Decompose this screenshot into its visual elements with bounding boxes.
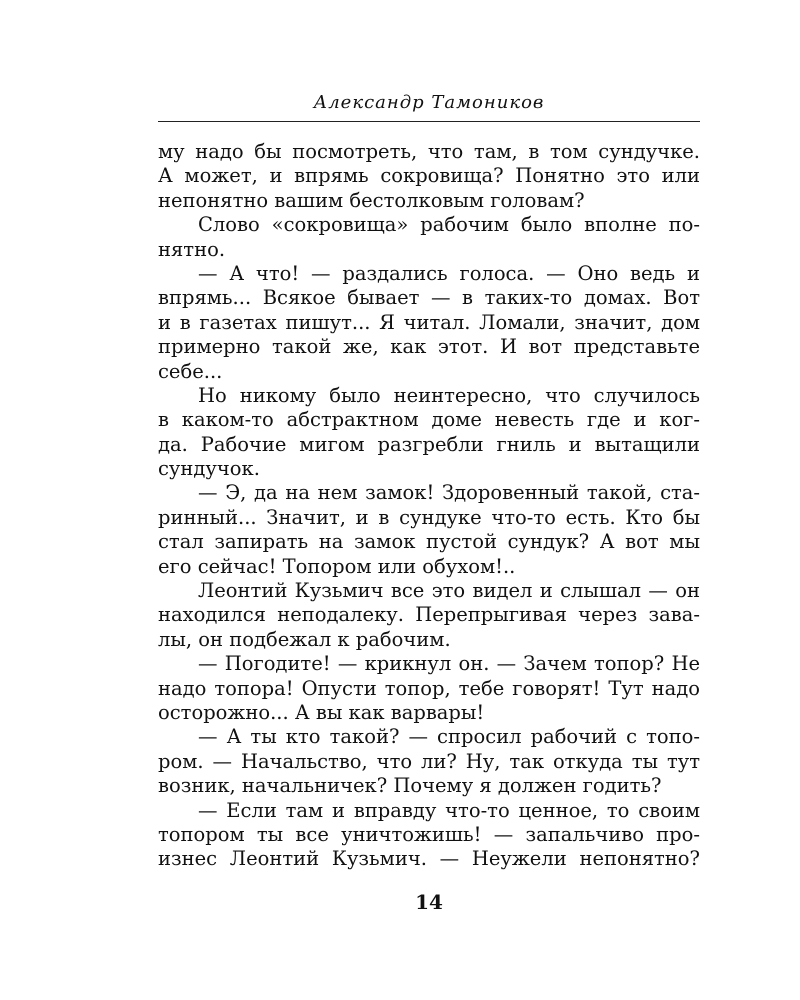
text-line: А может, и впрямь сокровища? Понятно это или [158,164,700,188]
text-line: — А что! — раздались голоса. — Оно ведь и [198,261,700,285]
text-line: лы, он подбежал к рабочим. [158,627,451,651]
text-line: осторожно... А вы как варвары! [158,700,485,724]
text-line: себе... [158,359,223,383]
text-line: его сейчас! Топором или обухом!.. [158,554,516,578]
text-line: ром. — Начальство, что ли? Ну, так откуда ты тут [158,749,700,773]
body-text [158,140,700,872]
text-line: стал запирать на замок пустой сундук? А вот мы [158,530,700,554]
text-line: впрямь... Всякое бывает — в таких-то домах. Вот [158,286,700,310]
text-line: изнес Леонтий Кузьмич. — Неужели непонятно? [158,847,700,871]
text-line: в каком-то абстрактном доме невесть где и ког- [158,408,700,432]
text-line: — Погодите! — крикнул он. — Зачем топор? Не [198,652,700,676]
text-line: да. Рабочие мигом разгребли гниль и вытащили [158,432,700,456]
text-line: непонятно вашим бестолковым головам? [158,188,585,212]
text-line: Леонтий Кузьмич все это видел и слышал — он [198,579,700,603]
text-line: — Э, да на нем замок! Здоровенный такой, ста- [198,481,700,505]
text-line: возник, начальничек? Почему я должен годить? [158,774,662,798]
text-line: Слово «сокровища» рабочим было вполне по- [198,213,700,237]
text-line: — А ты кто такой? — спросил рабочий с топо- [198,725,700,749]
running-head-author: Александр Тамоников [313,92,545,113]
text-line: надо топора! Опусти топор, тебе говорят! Тут надо [158,676,700,700]
text-line: топором ты все уничтожишь! — запальчиво про- [158,822,700,846]
text-line: и в газетах пишут... Я читал. Ломали, значит, дом [158,310,700,334]
text-line: — Если там и вправду что-то ценное, то своим [198,798,700,822]
header-rule [158,121,700,122]
text-line: сундучок. [158,457,260,481]
page-number: 14 [415,890,443,914]
text-line: находился неподалеку. Перепрыгивая через зава- [158,603,700,627]
text-line: му надо бы посмотреть, что там, в том сундучке. [158,140,700,163]
text-line: примерно такой же, как этот. И вот представьте [158,335,700,359]
text-line: нятно. [158,237,226,261]
text-line: ринный... Значит, и в сундуке что-то есть. Кто бы [158,505,700,529]
text-line: Но никому было неинтересно, что случилось [198,383,700,407]
